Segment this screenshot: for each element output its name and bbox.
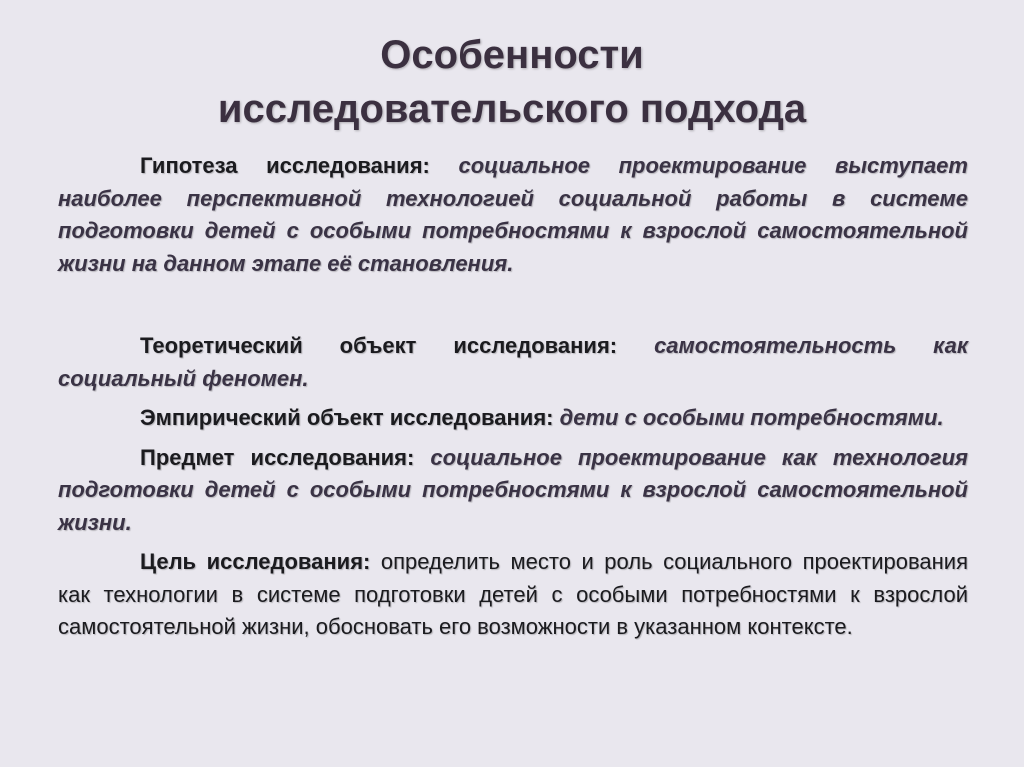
empirical-object-paragraph [58, 402, 968, 435]
theoretical-object-text: самостоятельность как социальный феномен. [58, 333, 968, 391]
slide-body [58, 150, 968, 644]
subject-paragraph [58, 442, 968, 540]
subject-label: Предмет исследования: [140, 444, 415, 470]
title-line-2: исследовательского подхода [217, 87, 807, 131]
hypothesis-text: социальное проектирование выступает наиболее перспективной технологией социальной работы в системе подготовки детей с особыми потребностями к взрослой самостоятельной жизни на данном этапе её становления. [58, 153, 968, 276]
hypothesis-paragraph [58, 150, 968, 280]
goal-label: Цель исследования: [140, 549, 371, 574]
goal-text: определить место и роль социального проектирования как технологии в системе подготовки детей с особыми потребностями к взрослой самостоятельной жизни, обосновать его возможности в указанном контексте. [58, 549, 968, 639]
hypothesis-label: Гипотеза исследования: [140, 153, 430, 178]
title-line-1: Особенности [380, 33, 644, 77]
empirical-object-label: Эмпирический объект исследования: [140, 405, 554, 430]
theoretical-object-label: Теоретический объект исследования: [140, 333, 618, 358]
goal-paragraph [58, 546, 968, 644]
empirical-object-text: дети с особыми потребностями. [559, 405, 944, 430]
slide-title [0, 28, 1024, 136]
subject-text: социальное проектирование как технология подготовки детей с особыми потребностями к взрослой самостоятельной жизни. [58, 444, 968, 535]
theoretical-object-paragraph [58, 330, 968, 395]
